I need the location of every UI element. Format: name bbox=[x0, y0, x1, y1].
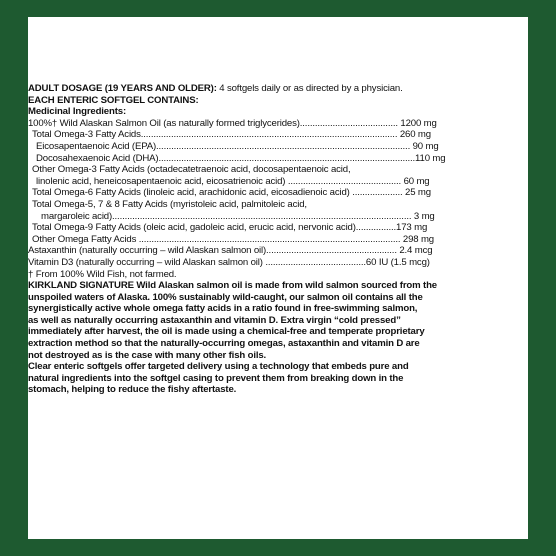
ingredient-row: Other Omega Fatty Acids ........................................................................................................ 298 mg bbox=[32, 233, 434, 245]
paragraph-line: not destroyed as is the case with many other fish oils. bbox=[28, 349, 267, 361]
ingredient-row: linolenic acid, heneicosapentaenoic acid, eicosatrienoic acid) ............................................. 60 mg bbox=[36, 175, 430, 187]
paragraph-line: natural ingredients into the softgel casing to prevent them from breaking down in the bbox=[28, 372, 404, 384]
ingredient-row: Docosahexaenoic Acid (DHA)......................................................................................................110 mg bbox=[36, 152, 446, 164]
ingredient-row: Total Omega-6 Fatty Acids (linoleic acid, arachidonic acid, eicosadienoic acid) .................... 25 mg bbox=[32, 187, 431, 199]
paragraph-line: synergistically active whole omega fatty acids in a ratio found in free-swimming salmon, bbox=[28, 303, 418, 315]
ingredient-row: 100%† Wild Alaskan Salmon Oil (as naturally formed triglycerides)....................................... 1200 mg bbox=[28, 117, 437, 129]
paragraph-line: as well as naturally occurring astaxanthin and vitamin D. Extra virgin “cold pressed” bbox=[28, 314, 401, 326]
ingredient-row: Other Omega-3 Fatty Acids (octadecatetraenoic acid, docosapentaenoic acid, bbox=[32, 164, 351, 176]
dosage-text: 4 softgels daily or as directed by a physician. bbox=[216, 83, 403, 94]
paragraph-line: immediately after harvest, the oil is made using a chemical-free and temperate proprietary bbox=[28, 326, 425, 338]
paragraph-line: Clear enteric softgels offer targeted delivery using a technology that embeds pure and bbox=[28, 361, 409, 373]
ingredient-row: Total Omega-3 Fatty Acids...................................................................................................... 260 mg bbox=[32, 129, 431, 141]
softgel-paragraph bbox=[28, 361, 445, 396]
each-softgel-heading: EACH ENTERIC SOFTGEL CONTAINS: bbox=[28, 94, 199, 106]
supplement-facts bbox=[28, 83, 445, 396]
ingredient-row: margaroleic acid)....................................................................................................................... 3 mg bbox=[41, 210, 435, 222]
paragraph-line: unspoiled waters of Alaska. 100% sustainably wild-caught, our salmon oil contains all the bbox=[28, 291, 423, 303]
ingredient-row: Eicosapentaenoic Acid (EPA)..................................................................................................... 90 mg bbox=[36, 140, 439, 152]
footnote: † From 100% Wild Fish, not farmed. bbox=[28, 268, 177, 280]
paragraph-line: extraction method so that the naturally-occurring omegas, astaxanthin and vitamin D are bbox=[28, 338, 420, 350]
paragraph-line: KIRKLAND SIGNATURE Wild Alaskan salmon oil is made from wild salmon sourced from the bbox=[28, 280, 437, 292]
medicinal-heading: Medicinal Ingredients: bbox=[28, 106, 126, 118]
dosage-label: ADULT DOSAGE (19 YEARS AND OLDER): bbox=[28, 83, 217, 94]
ingredient-row: Astaxanthin (naturally occurring – wild Alaskan salmon oil).................................................... 2.4 mcg bbox=[28, 245, 433, 257]
ingredient-row: Total Omega-9 Fatty Acids (oleic acid, gadoleic acid, erucic acid, nervonic acid)................173 mg bbox=[32, 222, 428, 234]
description-paragraph bbox=[28, 280, 445, 361]
paragraph-line: stomach, helping to reduce the fishy aftertaste. bbox=[28, 384, 237, 396]
ingredient-row: Vitamin D3 (naturally occurring – wild Alaskan salmon oil) ........................................60 IU (1.5 mcg) bbox=[28, 256, 430, 268]
ingredient-row: Total Omega-5, 7 & 8 Fatty Acids (myristoleic acid, palmitoleic acid, bbox=[32, 198, 307, 210]
adult-dosage bbox=[28, 83, 445, 95]
